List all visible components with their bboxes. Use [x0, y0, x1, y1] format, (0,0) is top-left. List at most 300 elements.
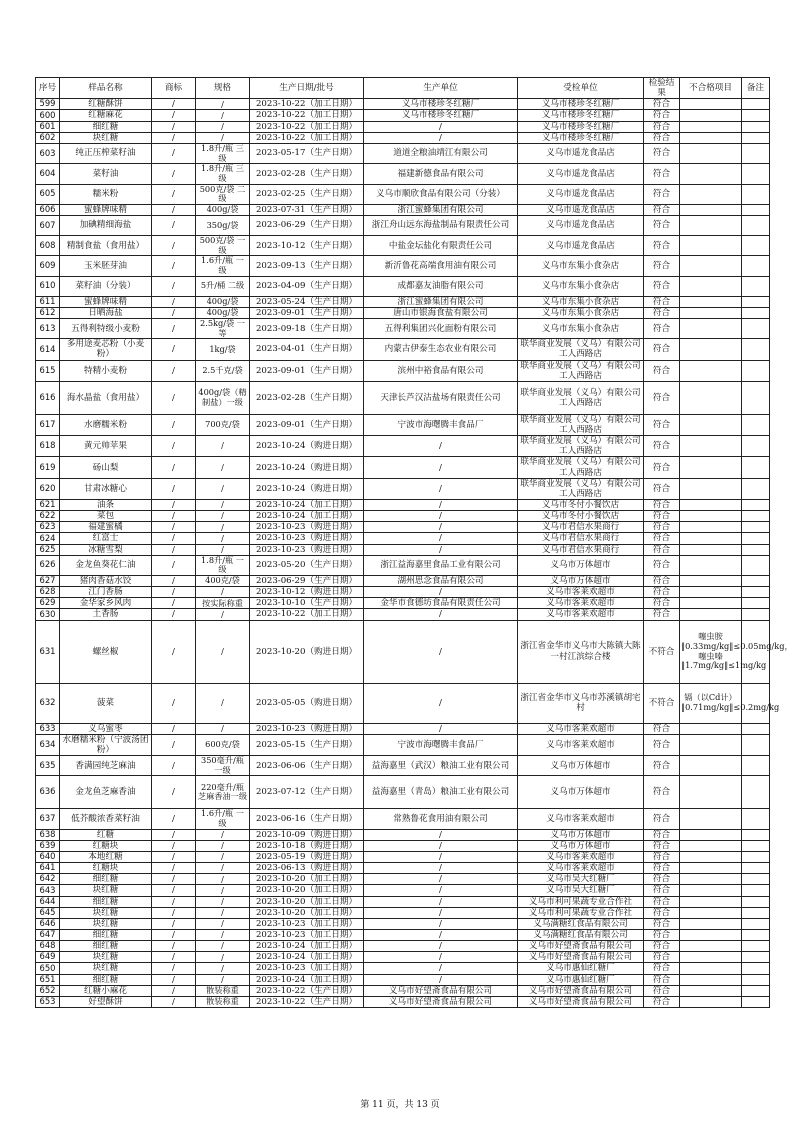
inspected-unit-cell: 义乌市遥龙食品店 — [518, 204, 644, 215]
note-cell — [742, 963, 770, 974]
producer-cell: / — [364, 533, 518, 544]
date-cell: 2023-10-22（生产日期） — [250, 985, 364, 996]
result-cell: 符合 — [644, 996, 680, 1007]
failed-item-cell — [680, 907, 742, 918]
table-row — [36, 683, 770, 723]
brand-cell: / — [152, 110, 196, 121]
producer-cell: 宁波市海曙腾丰食品厂 — [364, 414, 518, 435]
date-cell: 2023-10-22（加工日期） — [250, 121, 364, 132]
sample-name-cell: 红糖小麻花 — [60, 985, 152, 996]
inspected-unit-cell: 义乌市遥龙食品店 — [518, 236, 644, 256]
failed-item-cell — [680, 110, 742, 121]
table-row — [36, 985, 770, 996]
note-cell — [742, 907, 770, 918]
failed-item-cell — [680, 963, 742, 974]
date-cell: 2023-10-20（加工日期） — [250, 896, 364, 907]
spec-cell: 400g/袋（精制盐）一级 — [196, 381, 250, 414]
inspected-unit-cell: 义乌市好望斋食品有限公司 — [518, 952, 644, 963]
spec-cell: 700克/袋 — [196, 414, 250, 435]
brand-cell: / — [152, 907, 196, 918]
sample-name-cell: 螺丝椒 — [60, 620, 152, 683]
seq-cell: 643 — [36, 885, 60, 896]
inspected-unit-cell: 义乌市东集小食杂店 — [518, 256, 644, 276]
producer-cell: 中盐金坛盐化有限责任公司 — [364, 236, 518, 256]
seq-cell: 611 — [36, 296, 60, 307]
sample-name-cell: 红富士 — [60, 533, 152, 544]
seq-cell: 651 — [36, 974, 60, 985]
note-cell — [742, 511, 770, 522]
inspected-unit-cell: 义乌市东集小食杂店 — [518, 276, 644, 296]
producer-cell: / — [364, 609, 518, 620]
seq-cell: 642 — [36, 874, 60, 885]
date-cell: 2023-10-24（购进日期） — [250, 478, 364, 499]
failed-item-cell — [680, 296, 742, 307]
spec-cell: / — [196, 522, 250, 533]
result-cell: 符合 — [644, 511, 680, 522]
table-row — [36, 511, 770, 522]
inspected-unit-cell: 义乌市万体超市 — [518, 829, 644, 840]
table-row — [36, 896, 770, 907]
sample-name-cell: 菜包 — [60, 511, 152, 522]
producer-cell: / — [364, 907, 518, 918]
date-cell: 2023-10-23（购进日期） — [250, 533, 364, 544]
date-cell: 2023-02-28（生产日期） — [250, 381, 364, 414]
producer-cell: 义乌市楼珍冬红糖厂 — [364, 110, 518, 121]
producer-cell: 义乌市顺欣食品有限公司（分装） — [364, 184, 518, 204]
seq-cell: 647 — [36, 930, 60, 941]
date-cell: 2023-10-23（加工日期） — [250, 963, 364, 974]
table-header-row — [36, 78, 770, 99]
table-row — [36, 907, 770, 918]
table-row — [36, 576, 770, 587]
producer-cell: / — [364, 478, 518, 499]
spec-cell: / — [196, 874, 250, 885]
sample-name-cell: 块红糖 — [60, 918, 152, 929]
sample-name-cell: 红糖麻花 — [60, 110, 152, 121]
table-row — [36, 941, 770, 952]
result-cell: 符合 — [644, 941, 680, 952]
producer-cell: 五得利集团兴化面粉有限公司 — [364, 318, 518, 338]
seq-cell: 615 — [36, 360, 60, 381]
date-cell: 2023-10-10（生产日期） — [250, 598, 364, 609]
table-row — [36, 339, 770, 360]
seq-cell: 612 — [36, 307, 60, 318]
table-row — [36, 276, 770, 296]
spec-cell: / — [196, 974, 250, 985]
result-cell: 符合 — [644, 776, 680, 809]
page-footer: 第 11 页，共 13 页 — [360, 1100, 440, 1110]
table-row — [36, 840, 770, 851]
inspected-unit-cell: 义乌市遥龙食品店 — [518, 184, 644, 204]
failed-item-cell — [680, 840, 742, 851]
date-cell: 2023-10-24（加工日期） — [250, 511, 364, 522]
producer-cell: 常熟鲁花食用油有限公司 — [364, 809, 518, 829]
spec-cell: / — [196, 885, 250, 896]
note-cell — [742, 863, 770, 874]
sample-name-cell: 细红糖 — [60, 941, 152, 952]
result-cell: 符合 — [644, 296, 680, 307]
note-cell — [742, 164, 770, 184]
brand-cell: / — [152, 360, 196, 381]
inspected-unit-cell: 义乌市万体超市 — [518, 756, 644, 776]
spec-cell: / — [196, 723, 250, 734]
table-row — [36, 296, 770, 307]
failed-item-cell — [680, 918, 742, 929]
note-cell — [742, 776, 770, 809]
producer-cell: / — [364, 896, 518, 907]
brand-cell: / — [152, 256, 196, 276]
failed-item-cell — [680, 276, 742, 296]
failed-item-cell — [680, 587, 742, 598]
date-cell: 2023-10-22（加工日期） — [250, 132, 364, 143]
producer-cell: 唐山市银海食盐有限公司 — [364, 307, 518, 318]
spec-cell: / — [196, 683, 250, 723]
failed-item-cell — [680, 216, 742, 236]
producer-cell: / — [364, 522, 518, 533]
producer-cell: / — [364, 500, 518, 511]
seq-cell: 608 — [36, 236, 60, 256]
brand-cell: / — [152, 555, 196, 575]
note-cell — [742, 436, 770, 457]
inspected-unit-cell: 义乌市楼珍冬红糖厂 — [518, 121, 644, 132]
note-cell — [742, 985, 770, 996]
producer-cell: / — [364, 132, 518, 143]
sample-name-cell: 红糖 — [60, 829, 152, 840]
seq-cell: 616 — [36, 381, 60, 414]
date-cell: 2023-09-01（生产日期） — [250, 414, 364, 435]
result-cell: 符合 — [644, 598, 680, 609]
sample-name-cell: 细红糖 — [60, 930, 152, 941]
date-cell: 2023-10-24（加工日期） — [250, 952, 364, 963]
result-cell: 符合 — [644, 99, 680, 110]
sample-name-cell: 红糖酥饼 — [60, 99, 152, 110]
result-cell: 符合 — [644, 414, 680, 435]
producer-cell: / — [364, 885, 518, 896]
spec-cell: 500克/袋 一级 — [196, 236, 250, 256]
table-row — [36, 414, 770, 435]
seq-cell: 622 — [36, 511, 60, 522]
table-row — [36, 609, 770, 620]
note-cell — [742, 930, 770, 941]
spec-cell: 350毫升/瓶 一级 — [196, 756, 250, 776]
result-cell: 符合 — [644, 896, 680, 907]
result-cell: 符合 — [644, 907, 680, 918]
failed-item-cell — [680, 996, 742, 1007]
brand-cell: / — [152, 381, 196, 414]
note-cell — [742, 533, 770, 544]
brand-cell: / — [152, 863, 196, 874]
seq-cell: 638 — [36, 829, 60, 840]
date-cell: 2023-09-13（生产日期） — [250, 256, 364, 276]
sample-name-cell: 猪肉香菇水饺 — [60, 576, 152, 587]
note-cell — [742, 734, 770, 755]
sample-name-cell: 加碘精细海盐 — [60, 216, 152, 236]
spec-cell: 5升/桶 二级 — [196, 276, 250, 296]
result-cell: 符合 — [644, 985, 680, 996]
failed-item-cell — [680, 609, 742, 620]
header-failed-item: 不合格项目 — [680, 78, 742, 99]
sample-name-cell: 块红糖 — [60, 952, 152, 963]
result-cell: 符合 — [644, 756, 680, 776]
sample-name-cell: 蜜蜂牌味精 — [60, 296, 152, 307]
brand-cell: / — [152, 132, 196, 143]
producer-cell: 新沂鲁花高端食用油有限公司 — [364, 256, 518, 276]
result-cell: 符合 — [644, 216, 680, 236]
seq-cell: 645 — [36, 907, 60, 918]
result-cell: 符合 — [644, 852, 680, 863]
failed-item-cell — [680, 756, 742, 776]
brand-cell: / — [152, 896, 196, 907]
result-cell: 符合 — [644, 339, 680, 360]
seq-cell: 639 — [36, 840, 60, 851]
date-cell: 2023-09-18（生产日期） — [250, 318, 364, 338]
result-cell: 符合 — [644, 723, 680, 734]
table-row — [36, 360, 770, 381]
seq-cell: 603 — [36, 143, 60, 163]
brand-cell: / — [152, 478, 196, 499]
note-cell — [742, 952, 770, 963]
producer-cell: 成都嘉友油脂有限公司 — [364, 276, 518, 296]
spec-cell: 600克/袋 — [196, 734, 250, 755]
table-row — [36, 620, 770, 683]
sample-name-cell: 金龙鱼葵花仁油 — [60, 555, 152, 575]
inspected-unit-cell: 义乌市客莱欢超市 — [518, 852, 644, 863]
producer-cell: / — [364, 620, 518, 683]
seq-cell: 619 — [36, 457, 60, 478]
inspected-unit-cell: 义乌市好望斋食品有限公司 — [518, 941, 644, 952]
date-cell: 2023-10-23（购进日期） — [250, 723, 364, 734]
failed-item-cell — [680, 598, 742, 609]
producer-cell: / — [364, 918, 518, 929]
note-cell — [742, 204, 770, 215]
producer-cell: / — [364, 587, 518, 598]
table-row — [36, 164, 770, 184]
inspected-unit-cell: 联华商业发展（义乌）有限公司工人西路店 — [518, 457, 644, 478]
inspection-results-table — [35, 77, 793, 1008]
inspected-unit-cell: 义乌市君信水果商行 — [518, 522, 644, 533]
result-cell: 符合 — [644, 533, 680, 544]
result-cell: 符合 — [644, 381, 680, 414]
producer-cell: / — [364, 952, 518, 963]
seq-cell: 641 — [36, 863, 60, 874]
date-cell: 2023-10-22（加工日期） — [250, 110, 364, 121]
date-cell: 2023-09-01（生产日期） — [250, 360, 364, 381]
inspected-unit-cell: 义乌市利可果蔬专业合作社 — [518, 907, 644, 918]
spec-cell: 220毫升/瓶 芝麻香油一级 — [196, 776, 250, 809]
brand-cell: / — [152, 522, 196, 533]
spec-cell: 350g/袋 — [196, 216, 250, 236]
table-row — [36, 318, 770, 338]
producer-cell: 义乌市好望斋食品有限公司 — [364, 996, 518, 1007]
table-row — [36, 974, 770, 985]
spec-cell: 1.6升/瓶 一级 — [196, 809, 250, 829]
sample-name-cell: 块红糖 — [60, 885, 152, 896]
table-row — [36, 734, 770, 755]
seq-cell: 650 — [36, 963, 60, 974]
result-cell: 符合 — [644, 164, 680, 184]
failed-item-cell — [680, 723, 742, 734]
sample-name-cell: 精制食盐（食用盐） — [60, 236, 152, 256]
note-cell — [742, 99, 770, 110]
date-cell: 2023-06-29（生产日期） — [250, 576, 364, 587]
seq-cell: 607 — [36, 216, 60, 236]
date-cell: 2023-10-12（生产日期） — [250, 236, 364, 256]
sample-name-cell: 金华家乡风肉 — [60, 598, 152, 609]
brand-cell: / — [152, 276, 196, 296]
seq-cell: 621 — [36, 500, 60, 511]
inspected-unit-cell: 义乌市君信水果商行 — [518, 544, 644, 555]
seq-cell: 626 — [36, 555, 60, 575]
date-cell: 2023-10-24（购进日期） — [250, 436, 364, 457]
header-brand: 商标 — [152, 78, 196, 99]
result-cell: 不符合 — [644, 683, 680, 723]
producer-cell: 益海嘉里（武汉）粮油工业有限公司 — [364, 756, 518, 776]
inspected-unit-cell: 联华商业发展（义乌）有限公司工人西路店 — [518, 339, 644, 360]
sample-name-cell: 好望酥饼 — [60, 996, 152, 1007]
brand-cell: / — [152, 307, 196, 318]
date-cell: 2023-10-24（加工日期） — [250, 974, 364, 985]
date-cell: 2023-05-15（生产日期） — [250, 734, 364, 755]
failed-item-cell — [680, 930, 742, 941]
producer-cell: / — [364, 511, 518, 522]
sample-name-cell: 本地红糖 — [60, 852, 152, 863]
sample-name-cell: 菠菜 — [60, 683, 152, 723]
failed-item-cell: 镉（以Cd计）‖0.71mg/kg‖≤0.2mg/kg — [680, 683, 742, 723]
producer-cell: / — [364, 121, 518, 132]
table-row — [36, 756, 770, 776]
note-cell — [742, 896, 770, 907]
failed-item-cell — [680, 829, 742, 840]
failed-item-cell — [680, 256, 742, 276]
seq-cell: 618 — [36, 436, 60, 457]
sample-name-cell: 纯正压榨菜籽油 — [60, 143, 152, 163]
result-cell: 符合 — [644, 918, 680, 929]
brand-cell: / — [152, 756, 196, 776]
table-row — [36, 863, 770, 874]
producer-cell: / — [364, 683, 518, 723]
failed-item-cell — [680, 121, 742, 132]
brand-cell: / — [152, 996, 196, 1007]
seq-cell: 601 — [36, 121, 60, 132]
result-cell: 符合 — [644, 143, 680, 163]
inspected-unit-cell: 义乌市万体超市 — [518, 776, 644, 809]
sample-name-cell: 菜籽油（分装） — [60, 276, 152, 296]
failed-item-cell — [680, 985, 742, 996]
inspected-unit-cell: 义乌市吴大红糖厂 — [518, 885, 644, 896]
spec-cell: 1.6升/瓶 一级 — [196, 256, 250, 276]
producer-cell: / — [364, 941, 518, 952]
table-row — [36, 544, 770, 555]
note-cell — [742, 307, 770, 318]
result-cell: 符合 — [644, 734, 680, 755]
failed-item-cell — [680, 360, 742, 381]
producer-cell: / — [364, 930, 518, 941]
date-cell: 2023-02-28（生产日期） — [250, 164, 364, 184]
inspected-unit-cell: 义乌市遥龙食品店 — [518, 143, 644, 163]
spec-cell: / — [196, 587, 250, 598]
spec-cell: / — [196, 896, 250, 907]
inspected-unit-cell: 义乌市客莱欢超市 — [518, 809, 644, 829]
brand-cell: / — [152, 952, 196, 963]
date-cell: 2023-04-09（生产日期） — [250, 276, 364, 296]
inspected-unit-cell: 义乌市惠仙红糖厂 — [518, 974, 644, 985]
note-cell — [742, 809, 770, 829]
table-row — [36, 723, 770, 734]
date-cell: 2023-10-20（购进日期） — [250, 620, 364, 683]
seq-cell: 640 — [36, 852, 60, 863]
inspected-unit-cell: 义乌市客莱欢超市 — [518, 863, 644, 874]
result-cell: 符合 — [644, 874, 680, 885]
failed-item-cell — [680, 457, 742, 478]
result-cell: 符合 — [644, 863, 680, 874]
date-cell: 2023-05-20（生产日期） — [250, 555, 364, 575]
seq-cell: 606 — [36, 204, 60, 215]
producer-cell: 湖州思念食品有限公司 — [364, 576, 518, 587]
sample-name-cell: 红糖块 — [60, 863, 152, 874]
note-cell — [742, 110, 770, 121]
table-row — [36, 204, 770, 215]
spec-cell: / — [196, 907, 250, 918]
sample-name-cell: 水磨糯米粉（宁波汤团粉） — [60, 734, 152, 755]
failed-item-cell — [680, 143, 742, 163]
result-cell: 符合 — [644, 276, 680, 296]
table-row — [36, 996, 770, 1007]
seq-cell: 614 — [36, 339, 60, 360]
note-cell — [742, 256, 770, 276]
producer-cell: 金华市食德坊食品有限责任公司 — [364, 598, 518, 609]
result-cell: 符合 — [644, 360, 680, 381]
seq-cell: 630 — [36, 609, 60, 620]
note-cell — [742, 121, 770, 132]
spec-cell: 散装称重 — [196, 985, 250, 996]
spec-cell: / — [196, 941, 250, 952]
seq-cell: 599 — [36, 99, 60, 110]
date-cell: 2023-10-24（加工日期） — [250, 941, 364, 952]
seq-cell: 625 — [36, 544, 60, 555]
note-cell — [742, 723, 770, 734]
brand-cell: / — [152, 296, 196, 307]
sample-name-cell: 黄元帅苹果 — [60, 436, 152, 457]
date-cell: 2023-10-24（加工日期） — [250, 500, 364, 511]
note-cell — [742, 609, 770, 620]
table-row — [36, 918, 770, 929]
sample-name-cell: 土香肠 — [60, 609, 152, 620]
failed-item-cell — [680, 941, 742, 952]
inspected-unit-cell: 义乌市楼珍冬红糖厂 — [518, 99, 644, 110]
brand-cell: / — [152, 723, 196, 734]
producer-cell: / — [364, 544, 518, 555]
inspected-unit-cell: 义乌市万体超市 — [518, 576, 644, 587]
table-row — [36, 829, 770, 840]
failed-item-cell — [680, 974, 742, 985]
note-cell — [742, 143, 770, 163]
table-row — [36, 256, 770, 276]
seq-cell: 634 — [36, 734, 60, 755]
inspected-unit-cell: 义乌市吴大红糖厂 — [518, 874, 644, 885]
brand-cell: / — [152, 930, 196, 941]
sample-name-cell: 细红糖 — [60, 874, 152, 885]
table-row — [36, 874, 770, 885]
seq-cell: 636 — [36, 776, 60, 809]
result-cell: 符合 — [644, 609, 680, 620]
spec-cell: / — [196, 533, 250, 544]
table-row — [36, 533, 770, 544]
result-cell: 符合 — [644, 307, 680, 318]
failed-item-cell — [680, 852, 742, 863]
spec-cell: 1.8升/瓶 三级 — [196, 164, 250, 184]
table-row — [36, 236, 770, 256]
inspected-unit-cell: 义乌市楼珍冬红糖厂 — [518, 132, 644, 143]
